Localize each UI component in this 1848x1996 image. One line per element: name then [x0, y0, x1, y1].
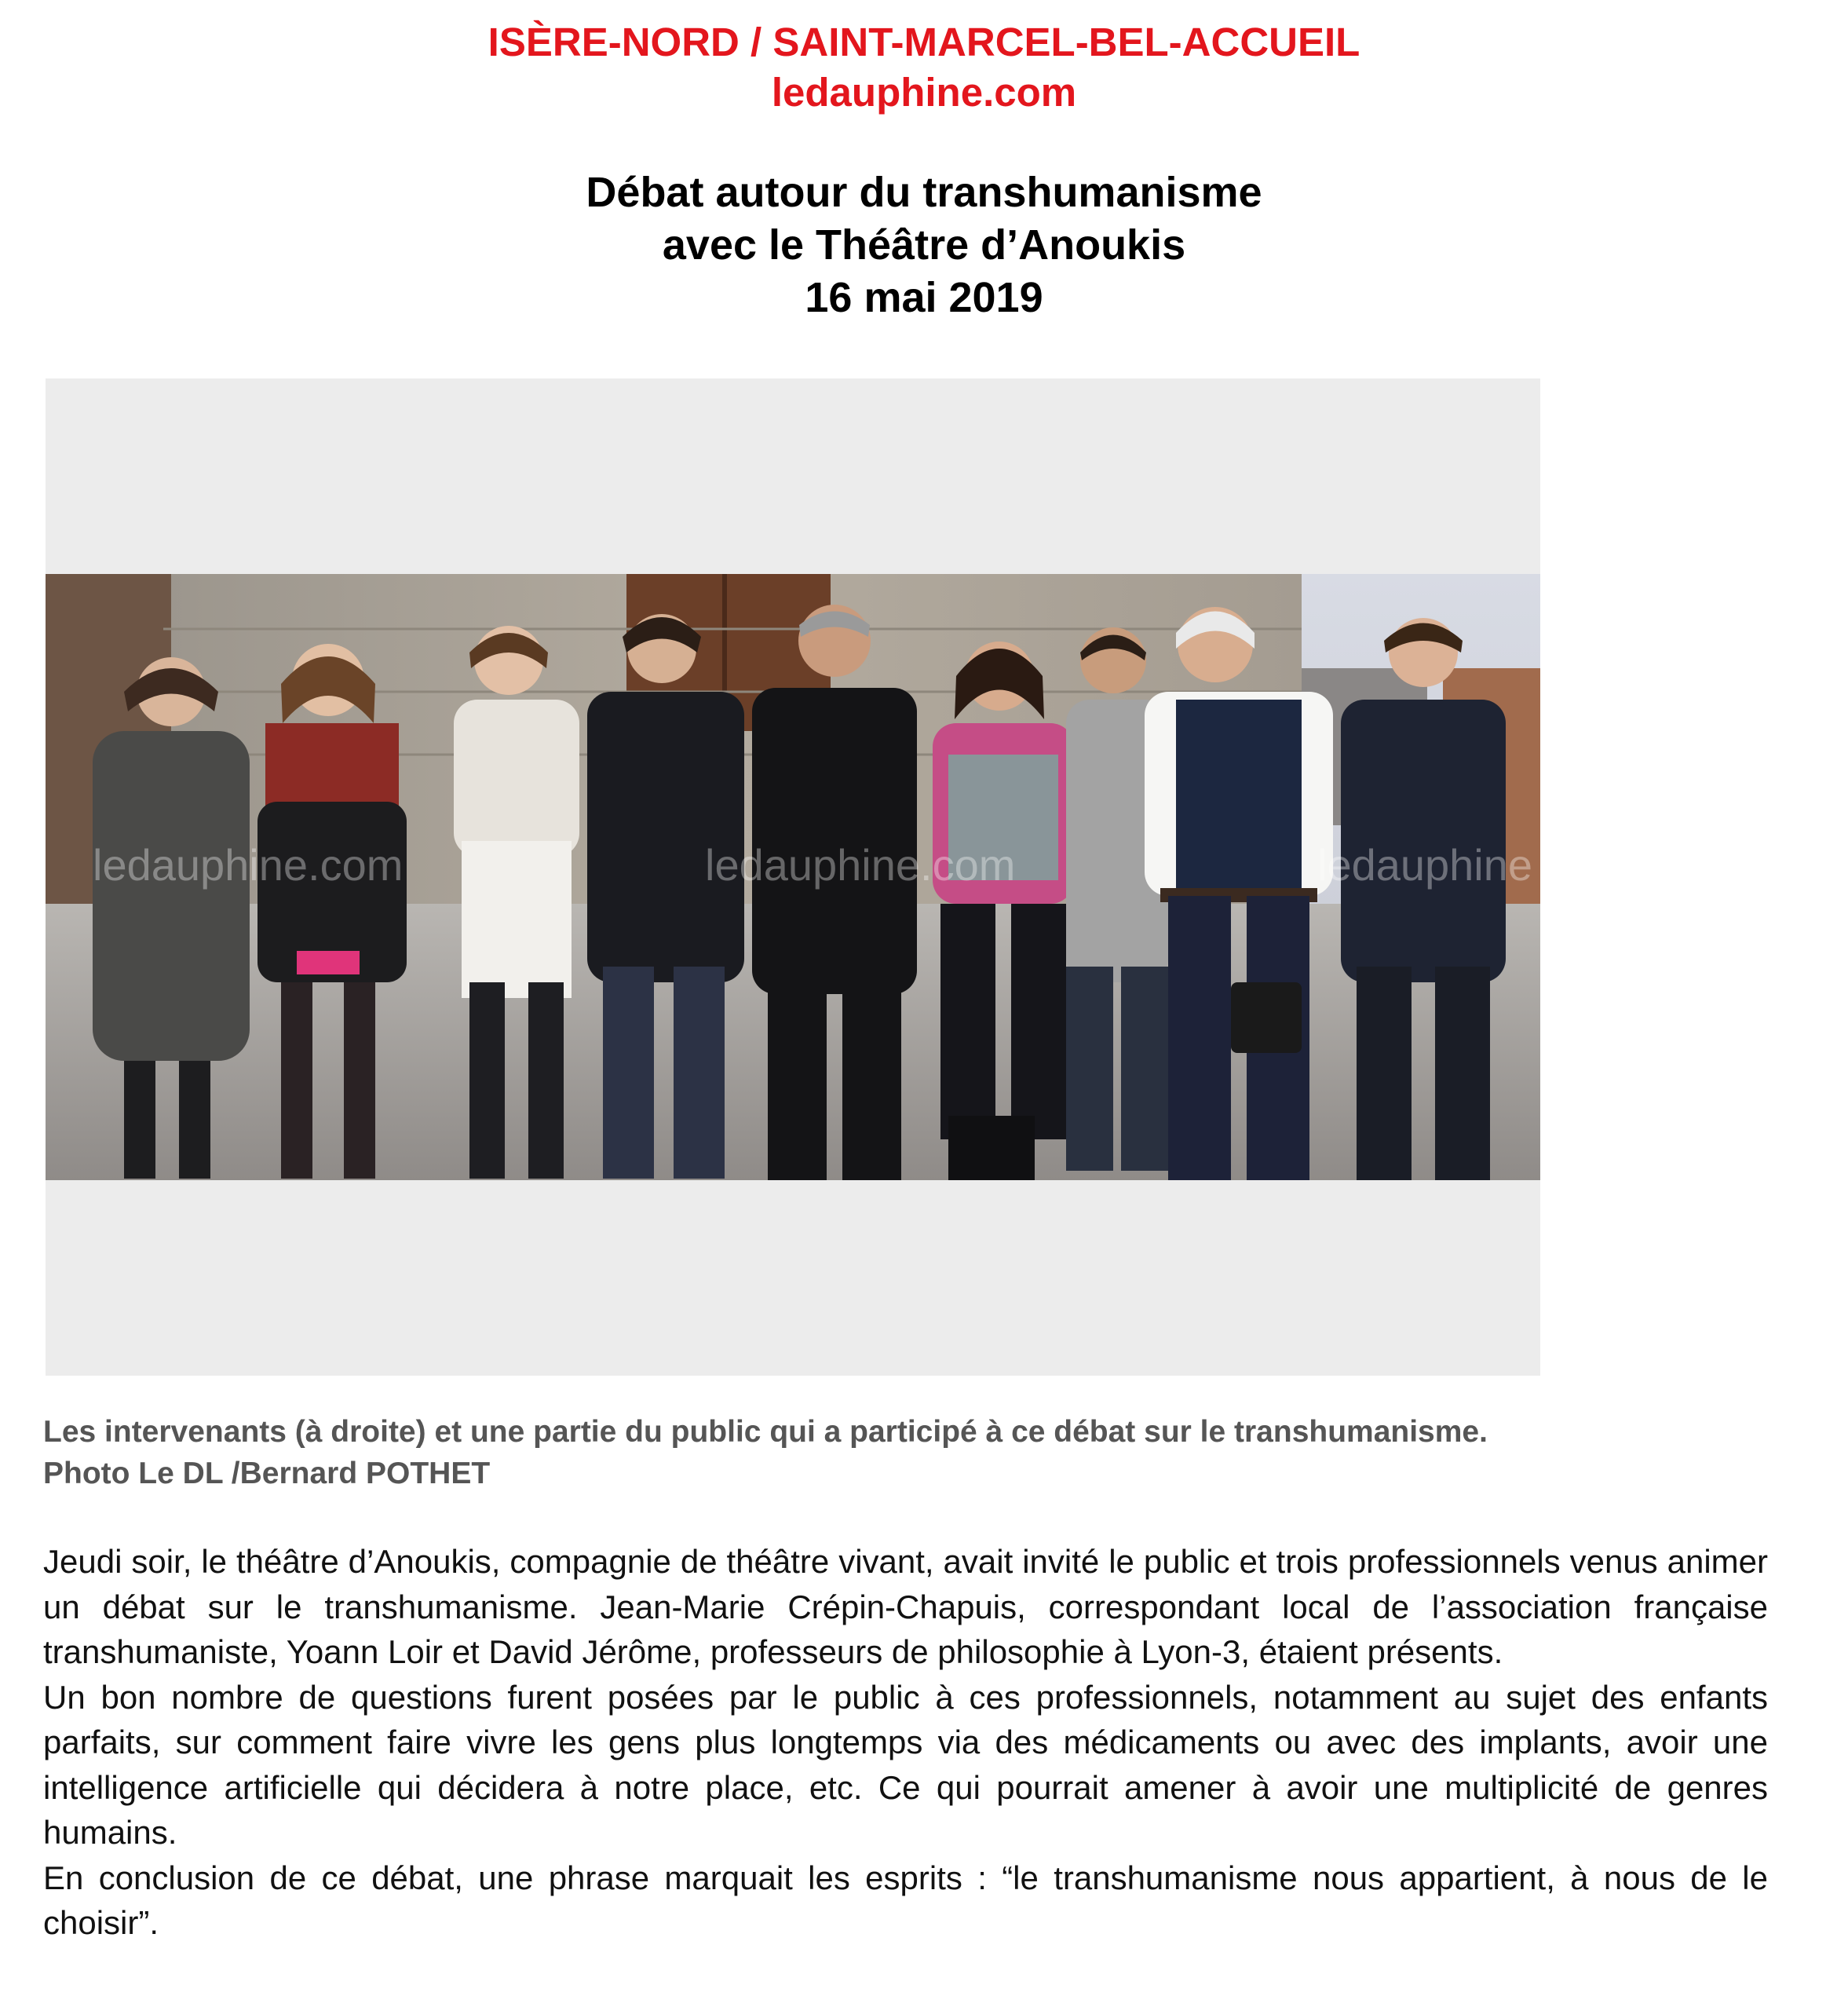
source-link[interactable]: ledauphine.com: [771, 70, 1077, 115]
group-photo: [46, 574, 1540, 1180]
region-heading: ISÈRE-NORD / SAINT-MARCEL-BEL-ACCUEIL: [488, 20, 1360, 64]
svg-text:ledauphine: ledauphine: [1317, 840, 1533, 890]
title-line-2: avec le Théâtre d’Anoukis: [662, 221, 1186, 269]
caption-text: Les intervenants (à droite) et une partie du public qui a participé à ce débat sur le transhumanisme.: [43, 1415, 1488, 1449]
photo-caption: [43, 1411, 1810, 1494]
photo-credit: Photo Le DL /Bernard POTHET: [43, 1457, 491, 1490]
article-paragraph-1: Jeudi soir, le théâtre d’Anoukis, compagnie de théâtre vivant, avait invité le public et trois professionnels venus animer un débat sur le transhumanisme. Jean-Marie Crépin-Chapuis, correspondant local de l’association française transhumaniste, Yoann Loir et David Jérôme, professeurs de philosophie à Lyon-3, étaient présents.: [43, 1543, 1768, 1670]
article-title: [0, 166, 1848, 324]
article-body: [43, 1539, 1768, 1946]
svg-text:ledauphine.com: ledauphine.com: [705, 840, 1016, 890]
article-date: 16 mai 2019: [805, 274, 1043, 321]
article-paragraph-3: En conclusion de ce débat, une phrase marquait les esprits : “le transhumanisme nous appartient, à nous de le choisir”.: [43, 1859, 1768, 1941]
article-header: [0, 17, 1848, 118]
article-paragraph-2: Un bon nombre de questions furent posées par le public à ces professionnels, notamment au sujet des enfants parfaits, sur comment faire vivre les gens plus longtemps via des médicaments ou avec des implants, avoir une intelligence artificielle qui décidera à notre place, etc. Ce qui pourrait amener à avoir une multiplicité de genres humains.: [43, 1678, 1768, 1851]
title-line-1: Débat autour du transhumanisme: [586, 169, 1262, 216]
svg-text:ledauphine.com: ledauphine.com: [93, 840, 404, 890]
